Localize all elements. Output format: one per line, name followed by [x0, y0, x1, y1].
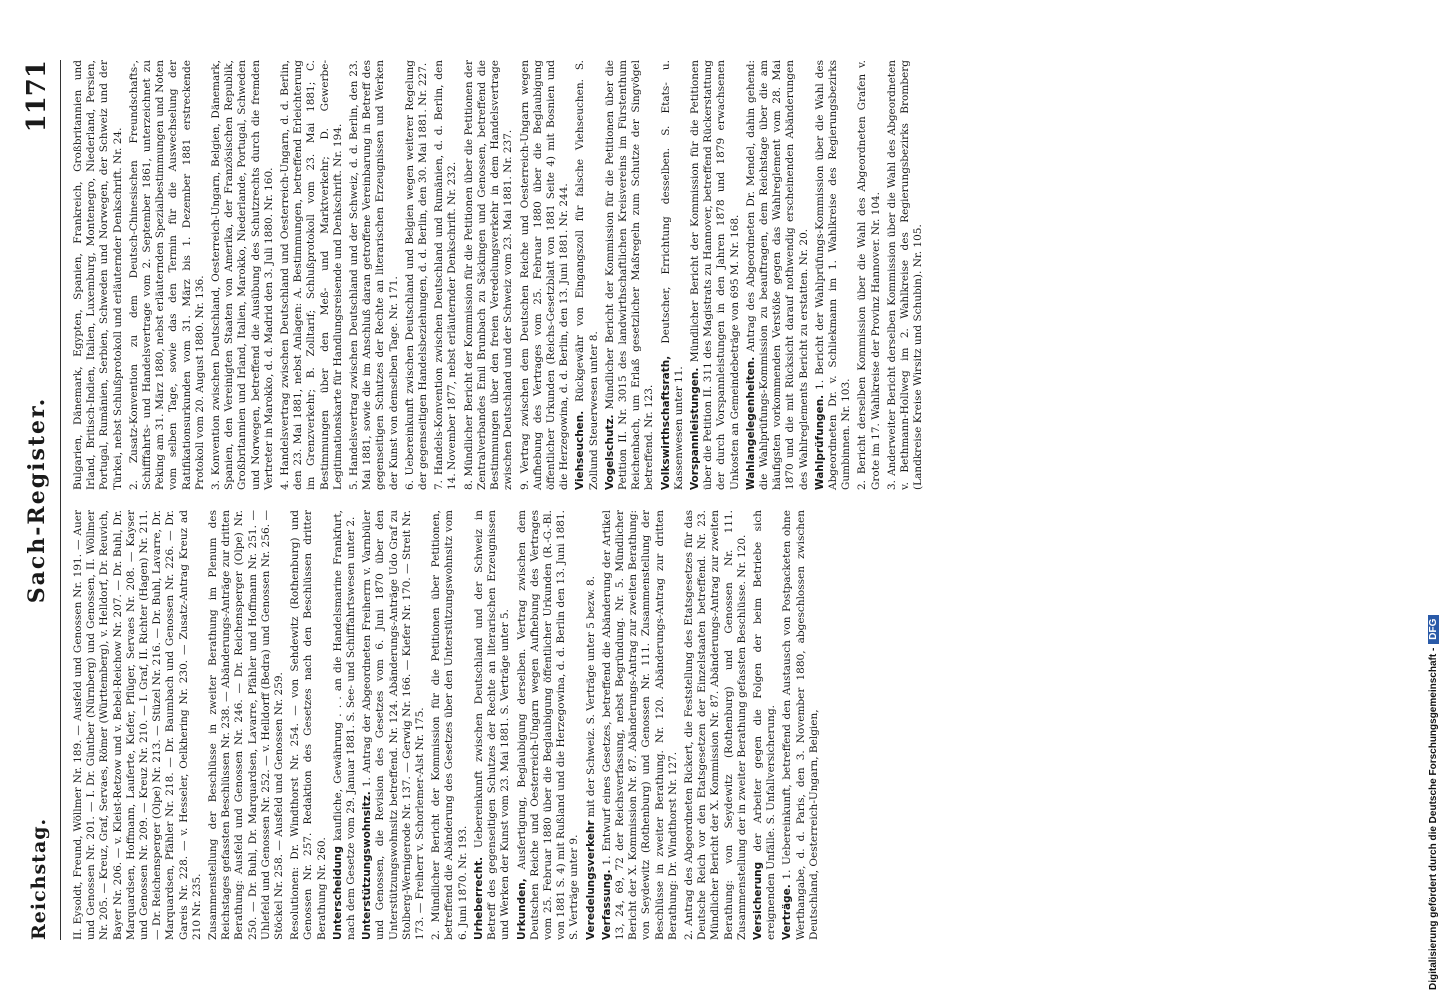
entry-term: Volkswirthschaftsrath, [659, 355, 672, 490]
register-entry [289, 510, 329, 940]
entry-term: Viehseuchen. [574, 410, 587, 490]
entry-text: Bulgarien, Dänemark, Egypten, Spanien, Frankreich, Großbritannien und Irland, Britisch-Indien, Italien, Luxemburg, Montenegro, Niederland, Persien, Portugal, Rumänien, Serbien, Schweden und Norwegen, der Schweiz und der Türkei, nebst Schlußprotokoll und erläuternder Denkschrift. Nr. 24. [72, 60, 124, 490]
register-entry [604, 60, 657, 490]
register-entry [463, 60, 516, 490]
entry-text: Uebereinkunft zwischen Deutschland und der Schweiz in Betreff des gegenseitigen Schutzes der Rechte an literarischen Erzeugnissen und Werken der Kunst vom 23. Mai 1881. S. Verträge unter 5. [472, 510, 512, 940]
register-entry [72, 510, 204, 940]
page-header [22, 60, 62, 940]
entry-text: 8. Mündlicher Bericht der Kommission für die Petitionen über die Petitionen der Zentralverbandes Emil Brunbach zu Säckingen und Genossen, betreffend die Bestimmungen über den freien Veredelungsverkehr in dem Handelsvertrage zwischen Deutschland und der Schweiz vom 23. Mai 1881. Nr. 237. [462, 60, 515, 490]
entry-text: kaufliche, Gewährung . . . an die Handelsmarine Frankfurt, nach dem Gesetze vom 29. Januar 1881. S. See- und Schifffahrtswesen unter 2. [331, 510, 358, 940]
entry-term: Verträge. [781, 884, 794, 940]
entry-text: Antrag des Abgeordneten Dr. Mendel, dahin gehend: die Wahlprüfungs-Kommission zu beauftragen, dem Reichstage über die am häufigsten vorkommenden Verstöße gegen das Wahlreglement vom 28. Mai 1870 und die mit Rücksicht darauf nothwendig erscheinenden Abänderungen des Wahlreglements Bericht zu erstatten. Nr. 20. [744, 60, 810, 490]
register-entry [745, 60, 811, 490]
entry-term: Wahlangelegenheiten. [744, 356, 757, 490]
register-entry [585, 510, 598, 940]
header-center-title: Sach-Register. [24, 396, 50, 604]
entry-term: Wahlprüfungen. [813, 394, 826, 490]
register-entry [886, 60, 926, 490]
register-entry [781, 510, 821, 940]
entry-text: 3. Konvention zwischen Deutschland, Oesterreich-Ungarn, Belgien, Dänemark, Spanien, den Vereinigten Staaten von Amerika, der Französischen Republik, Großbritannien und Irland, Italien, Marokko, Niederlande, Portugal, Schweden und Norwegen, betreffend die Ausübung des Schutzrechts durch die fremden Vertreter in Marokko, d. d. Madrid den 3. Juli 1880. Nr. 160. [210, 60, 275, 490]
entry-text: Rückgewähr von Eingangszoll für falsche Viehseuchen. S. Zollund Steuerwesen unter 8. [574, 60, 600, 490]
register-entry [516, 510, 582, 940]
entry-text: 1. Entwurf eines Gesetzes, betreffend die Abänderung der Artikel 13, 24, 69, 72 der Reichsverfassung, nebst Begründung. Nr. 5. Mündlicher Bericht der X. Kommission Nr. 87. Abänderungs-Antrag zur zweiten Berathung: von Seydewitz (Rothenburg) und Genossen Nr. 111. Zusammenstellung der Beschlüsse in zweiter Berathung. Nr. 120. Abänderungs-Antrag zur dritten Berathung: Dr. Windthorst Nr. 127. [600, 510, 679, 940]
entry-term: Urheberrecht. [472, 856, 485, 940]
register-entry [519, 60, 572, 490]
entry-term: Verfassung. [600, 869, 613, 940]
right-column [72, 60, 1402, 490]
register-entry [210, 60, 276, 490]
register-entry [128, 60, 207, 490]
entry-text: 1. Bericht der Wahlprüfungs-Kommission über die Wahl des Abgeordneten Dr. v. Schliekmann im 1. Wahlkreise des Regierungsbezirks Gumbinnen. Nr. 103. [813, 59, 853, 490]
entry-term: Vorspannleistungen. [688, 367, 701, 490]
entry-term: Unterstützungswohnsitz. [361, 791, 374, 940]
entry-text: 2. Mündlicher Bericht der Kommission für die Petitionen über Petitionen, betreffend die Abänderung des Gesetzes über den Unterstützungswohnsitz vom 6. Juni 1870. Nr. 193. [430, 510, 469, 940]
entry-term: Veredelungsverkehr [584, 820, 597, 940]
register-entry [752, 510, 778, 940]
entry-text: 1. Antrag der Abgeordneten Freiherrn v. Varnbüler und Genossen, die Revision des Gesetzes vom 6. Juni 1870 über den Unterstützungswohnsitz betreffend. Nr. 124. Abänderungs-Anträge Udo Graf zu Stolberg-Wernigerode Nr. 137. — Gerwig Nr. 166. — Kiefer Nr. 170. — Streit Nr. 173. — Freiherr v. Schorlemer-Alst Nr. 175. [361, 509, 427, 940]
header-left-title: Reichstag. [28, 817, 50, 940]
header-rule [60, 60, 61, 940]
entry-text: 9. Vertrag zwischen dem Deutschen Reiche und Oesterreich-Ungarn wegen Aufhebung des Vertrages vom 25. Februar 1880 über die Beglaubigung öffentlicher Urkunden (Reichs-Gesetzblatt von 1881 Seite 4) mit Bosnien und die Herzegowina, d. d. Berlin, den 13. Juni 1881. Nr. 244. [518, 60, 571, 490]
register-entry [430, 510, 470, 940]
entry-text: 2. Antrag des Abgeordneten Rickert, die Feststellung des Etatsgesetzes für das Deutsche Reich vor den Etatsgesetzen der Einzelstaaten betreffend. Nr. 23. Mündlicher Bericht der X. Kommission Nr. 87. Abänderungs-Antrag zur zweiten Berathung: von Seydewitz (Rothenburg) und Genossen Nr. 111. Zusammenstellung der in zweiter Berathung gefassten Beschlüsse. Nr. 120. [682, 510, 748, 940]
entry-text: Ausfertigung, Beglaubigung derselben. Vertrag zwischen dem Deutschen Reiche und Oesterreich-Ungarn wegen Aufhebung des Vertrages vom 25. Februar 1880 über die Beglaubigung öffentlicher Urkunden (R.-G.-Bl. von 1881 S. 4) mit Rußland und die Herzegowina, d. d. Berlin den 13. Juni 1881. S. Verträge unter 9. [515, 510, 581, 940]
entry-text: Deutscher, Errichtung desselben. S. Etats- u. Kassenwesen unter 11. [659, 60, 685, 490]
register-entry [660, 60, 686, 490]
entry-text: 5. Handelsvertrag zwischen Deutschland und der Schweiz, d. d. Berlin, den 23. Mai 1881, sowie die im Anschluß daran getroffene Vereinbarung in Betreff des gegenseitigen Schutzes der Rechte an literarischen Erzeugnissen und Werken der Kunst von demselben Tage. Nr. 171. [348, 60, 400, 490]
entry-term: Versicherung [751, 861, 764, 940]
entry-text: 1. Uebereinkunft, betreffend den Austausch von Postpacketen ohne Werthangabe, d. d. Paris, den 3. November 1880, abgeschlossen zwischen Deutschland, Oesterreich-Ungarn, Belgien, [781, 510, 820, 940]
dfg-logo: DFG [1428, 615, 1439, 644]
entry-text: 3. Anderweiter Bericht derselben Kommission über die Wahl des Abgeordneten v. Bethmann-Hollweg im 2. Wahlkreise des Regierungsbezirks Bromberg (Landkreise Kreise Wirsitz und Schubin). Nr. 105. [885, 60, 925, 490]
register-entry [814, 60, 854, 490]
entry-text: Zusammenstellung der Beschlüsse in zweiter Berathung im Plenum des Reichstages gefassten Beschlüssen Nr. 238. — Abänderungs-Anträge zur dritten Berathung: Ausfeld und Genossen Nr. 246. — Dr. Reichensperger (Olpe) Nr. 250. — Dr. Buhl, Dr. Marquardsen, Lavarre, Pfähler und Hoffmann Nr. 251. — Uhlefeld und Genossen Nr. 252. — v. Helldorff (Bedra) und Genossen Nr. 256. — Stöckel Nr. 258. — Ausfeld und Genossen Nr. 259. [207, 510, 286, 940]
register-entry [72, 60, 125, 490]
entry-text: 4. Handelsvertrag zwischen Deutschland und Oesterreich-Ungarn, d. d. Berlin, den 23. Mai 1881, nebst Anlagen: A. Bestimmungen, betreffend Erleichterung im Grenzverkehr; B. Zolltarif; Schlußprotokoll vom 23. Mai 1881; C. Bestimmungen über den Meß- und Marktverkehr; D. Gewerbe-Legitimationskarte für Handlungsreisende und Denkschrift. Nr. 194. [279, 60, 344, 490]
register-entry [279, 60, 345, 490]
entry-term: Unterscheidung [331, 846, 344, 940]
entry-text: 6. Uebereinkunft zwischen Deutschland und Belgien wegen weiterer Regelung der gegenseitigen Handelsbeziehungen, d. d. Berlin, den 30. Mai 1881. Nr. 227. [403, 60, 430, 490]
entry-text: II. Eysoldt, Freund, Wöllmer Nr. 189. — Ausfeld und Genossen Nr. 191. — Auer und Genossen Nr. 201. — I. Dr. Güntber (Nürnberg) und Genossen, II. Wöllmer Nr. 205. — Kreuz, Graf, Servaes, Römer (Württemberg), v. Helldorf, Dr. Reuvich, Bayer Nr. 206. — v. Kleist-Retzow und v. Bebel-Reichow Nr. 207. — Dr. Buhl, Dr. Marquardsen, Hoffmann, Lauferte, Kiefer, Pflüger, Servaes Nr. 208. — Kayser und Genossen Nr. 209. — Kreuz Nr. 210. — I. Graf, II. Richter (Hagen) Nr. 211. — Dr. Reichensperger (Olpe) Nr. 213. — Stüzel Nr. 216. — Dr. Buhl, Lavarre, Dr. Marquardsen, Pfähler Nr. 218. — Dr. Baumbach und Genossen Nr. 226. — Dr. Gareis Nr. 228. — v. Hesseler, Oelkhering Nr. 230. — Zusatz-Antrag Kreuz ad 210 Nr. 235. [72, 510, 203, 940]
register-entry [683, 510, 749, 940]
entry-text: mit der Schweiz. S. Verträge unter 5 bezw. 8. [584, 575, 597, 818]
register-entry [361, 510, 427, 940]
register-entry [348, 60, 401, 490]
entry-text: 2. Bericht derselben Kommission über die Wahl des Abgeordneten Grafen v. Grote im 17. Wahlkreise der Provinz Hannover. Nr. 104. [856, 60, 882, 490]
register-entry [332, 510, 358, 940]
register-entry [856, 60, 882, 490]
dfg-sidebar-label: Digitalisierung gefördert durch die Deutsche Forschungsgemeinschaft - [1428, 647, 1439, 990]
entry-term: Urkunden, [515, 878, 528, 940]
register-entry [601, 510, 680, 940]
register-entry [689, 60, 742, 490]
left-column [72, 510, 1402, 940]
register-entry [473, 510, 513, 940]
entry-term: Vogelschutz. [603, 414, 616, 490]
entry-text: der Arbeiter gegen die Folgen der beim Betriebe sich ereignenden Unfälle. S. Unfallversicherung. [751, 510, 778, 940]
register-entry [574, 60, 600, 490]
entry-text: Mündlicher Bericht der Kommission für die Petitionen über die Petition II. 311 des Magistrats zu Hannover, betreffend Rückerstattung der durch Vorspannleistungen in den Jahren 1878 und 1879 erwachsenen Unkosten an Gemeindebeträge von 695 M. Nr. 168. [688, 60, 741, 490]
page-number: 1171 [22, 60, 52, 133]
entry-text: Mündlicher Bericht der Kommission für die Petitionen über die Petition II. Nr. 3015 des landwirthschaftlichen Kreisvereins im Fürstenthum Reichenbach, um Erlaß gesetzlicher Maßregeln zum Schutze der Singvögel betreffend. Nr. 123. [603, 60, 656, 490]
entry-text: 2. Zusatz-Konvention zu dem Deutsch-Chinesischen Freundschafts-, Schifffahrts- und Handelsvertrage vom 2. September 1861, unterzeichnet zu Peking am 31. März 1880, nebst erläuternden Spezialbestimmungen und Noten vom selben Tage, sowie das den Termin für die Auswechselung der Ratifikationsurkunden vom 31. März bis 1. Dezember 1881 erstreckende Protokoll vom 20. August 1880. Nr. 136. [127, 60, 206, 490]
entry-text: Resolutionen: Dr. Windthorst Nr. 254. — von Sehdewitz (Rothenburg) und Genossen Nr. 257. Redaktion des Gesetzes nach den Beschlüssen dritter Berathung Nr. 260. [289, 510, 328, 940]
dfg-sidebar-text [1428, 30, 1439, 990]
dfg-sidebar [1414, 30, 1439, 990]
register-entry [404, 60, 430, 490]
register-entry [433, 60, 459, 490]
entry-text: 7. Handels-Konvention zwischen Deutschland und Rumänien, d. d. Berlin, den 14. November 1877, nebst erläuternder Denkschrift. Nr. 232. [433, 60, 459, 490]
register-entry [207, 510, 286, 940]
